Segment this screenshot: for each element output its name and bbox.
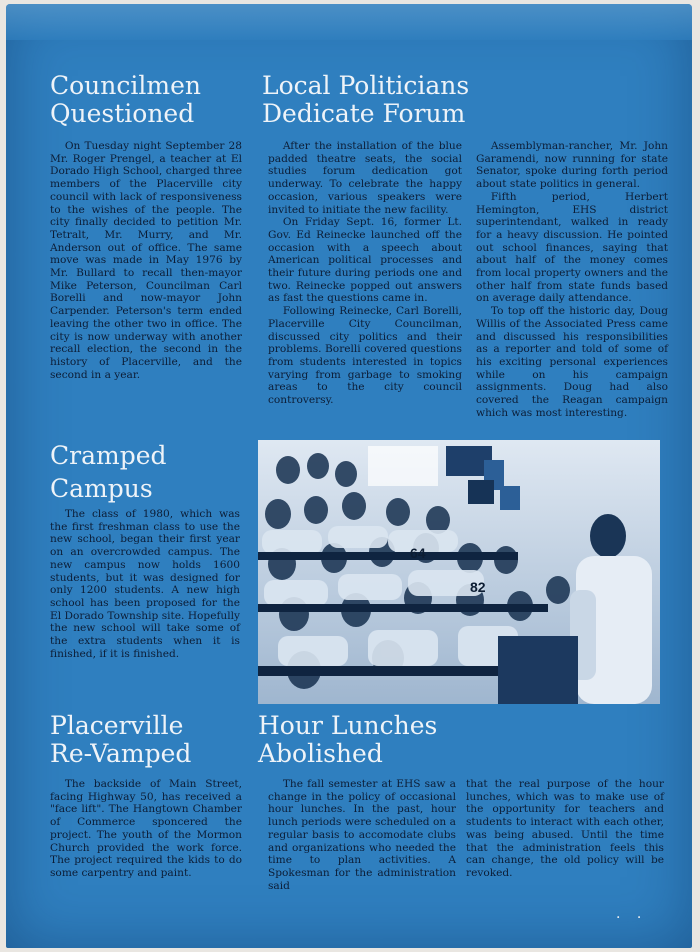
- forum-column-2: [476, 140, 668, 419]
- forum-headline-line1: Local Politicians: [262, 71, 470, 100]
- classroom-photo-image: [258, 440, 660, 704]
- lunches-headline-line2: Abolished: [258, 739, 383, 768]
- campus-paragraph: The class of 1980, which was the first freshman class to use the new school, began their first year on an overcrowded campus. The new campus now holds 1600 students, but it was designed for only 1200 students. A new high school has been proposed for the El Dorado Township site. Hopefully the new school will take some of the extra students when it is finished, if it is finished.: [50, 508, 240, 660]
- campus-headline: [50, 440, 167, 505]
- page-blemish: · ·: [616, 910, 648, 926]
- forum-paragraph: Fifth period, Herbert Hemington, EHS district superintendant, walked in ready for a heavy discussion. He pointed out school finances, saying that about half of the money comes from local property owners and the other half from state funds based on average daily attendance.: [476, 190, 668, 305]
- lunches-column-2: [466, 778, 664, 880]
- lunches-paragraph: The fall semester at EHS saw a change in the policy of occasional hour lunches. In the past, hour lunch periods were scheduled on a regular basis to accomodate clubs and organizations who needed the time to plan activities. A Spokesman for the administration said: [268, 778, 456, 892]
- campus-headline-line2: Campus: [50, 473, 153, 503]
- lunches-headline-line1: Hour Lunches: [258, 711, 438, 740]
- forum-paragraph: On Friday Sept. 16, former Lt. Gov. Ed Reinecke launched off the occasion with a speech about American political processes and their future during periods one and two. Reinecke popped out answers as fast the questions came in.: [268, 216, 462, 305]
- yearbook-page: [6, 4, 692, 948]
- forum-paragraph: After the installation of the blue padded theatre seats, the social studies forum dedication got underway. To celebrate the happy occasion, various speakers were invited to initiate the new facility.: [268, 140, 462, 216]
- campus-headline-line1: Cramped: [50, 441, 167, 470]
- jersey-number-64: 64: [410, 545, 426, 561]
- campus-body: [50, 508, 240, 660]
- forum-paragraph: To top off the historic day, Doug Willis of the Associated Press came and discussed his responsibilities as a reporter and told of some of his exciting personal experiences while on his campaign assignments. Doug had also covered the Reagan campaign which was most interesting.: [476, 305, 668, 419]
- councilmen-headline-line1: Councilmen: [50, 71, 201, 100]
- placerville-headline: [50, 712, 191, 768]
- forum-paragraph: Assemblyman-rancher, Mr. John Garamendi, now running for state Senator, spoke during forth period about state politics in general.: [476, 140, 668, 191]
- classroom-photo: [258, 440, 660, 704]
- page-top-edge: [6, 4, 692, 40]
- forum-headline-line2: Dedicate Forum: [262, 99, 466, 128]
- councilmen-paragraph: On Tuesday night September 28 Mr. Roger Prengel, a teacher at El Dorado High School, charged three members of the Placerville city council with lack of responsiveness to the wishes of the people. The city finally decided to petition Mr. Tetralt, Mr. Murry, and Mr. Anderson out of office. The same move was made in May 1976 by Mr. Bullard to recall then-mayor Mike Peterson, Councilman Carl Borelli and now-mayor John Carpender. Peterson's term ended leaving the other two in office. The city is now underway with another recall election, the second in the history of Placerville, and the second in a year.: [50, 140, 242, 381]
- jersey-number-82: 82: [470, 579, 486, 595]
- councilmen-body: [50, 140, 242, 381]
- lunches-paragraph: that the real purpose of the hour lunches, which was to make use of the opportunity for teachers and students to interact with each other, was being abused. Until the time that the administration feels this can change, the old policy will be revoked.: [466, 778, 664, 879]
- placerville-body: [50, 778, 242, 880]
- lunches-headline: [258, 712, 437, 768]
- councilmen-headline-line2: Questioned: [50, 99, 195, 128]
- lunches-column-1: [268, 778, 456, 892]
- councilmen-headline: [50, 72, 201, 128]
- forum-paragraph: Following Reinecke, Carl Borelli, Placerville City Councilman, discussed city politics and their problems. Borelli covered questions from students interested in topics varying from garbage to smoking areas to the city council controversy.: [268, 305, 462, 407]
- placerville-paragraph: The backside of Main Street, facing Highway 50, has received a "face lift". The Hangtown Chamber of Commerce sponcered the project. The youth of the Mormon Church provided the work force. The project required the kids to do some carpentry and paint.: [50, 778, 242, 879]
- placerville-headline-line1: Placerville: [50, 711, 184, 740]
- forum-headline: [262, 72, 469, 128]
- forum-column-1: [268, 140, 462, 407]
- placerville-headline-line2: Re-Vamped: [50, 739, 192, 768]
